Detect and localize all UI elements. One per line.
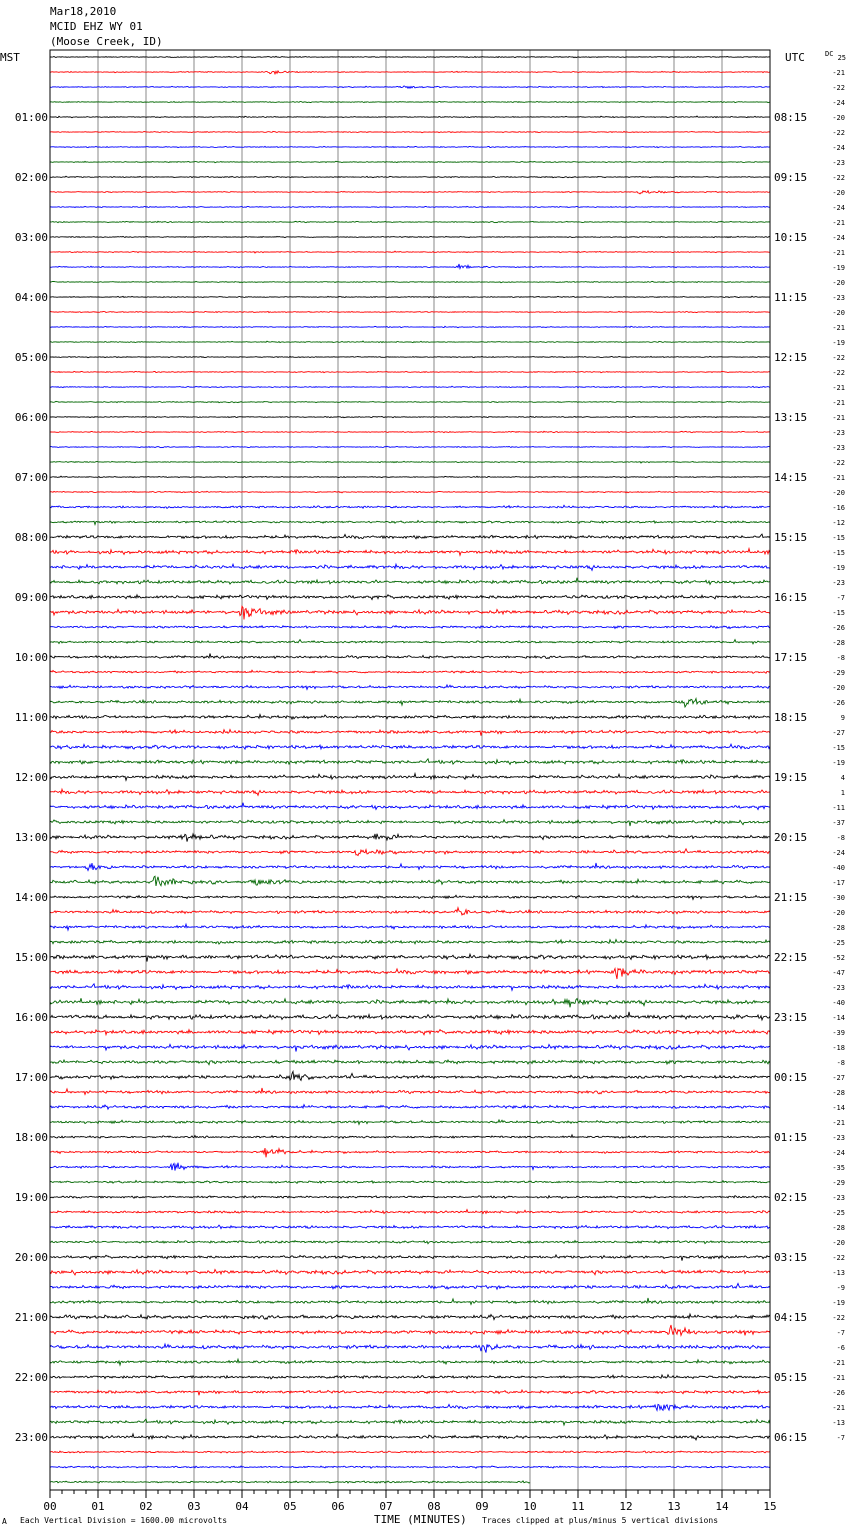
right-time-zone: UTC — [785, 51, 805, 64]
dc-offset-label: -21 — [832, 399, 845, 407]
left-hour-label: 22:00 — [14, 1371, 48, 1384]
dc-offset-label: -28 — [832, 1224, 845, 1232]
left-hour-label: 08:00 — [14, 531, 48, 544]
dc-offset-label: -19 — [832, 264, 845, 272]
x-tick-label: 11 — [571, 1500, 585, 1513]
trace-line — [50, 71, 770, 74]
trace-line — [50, 416, 770, 417]
right-hour-label: 04:15 — [774, 1311, 808, 1324]
dc-offset-label: -23 — [832, 159, 845, 167]
dc-offset-label: -24 — [832, 849, 845, 857]
dc-offset-label: 25 — [837, 54, 846, 62]
right-hour-label: 03:15 — [774, 1251, 808, 1264]
dc-offset-label: -7 — [836, 1434, 845, 1442]
trace-line — [50, 176, 770, 178]
x-axis-ticks — [43, 1490, 776, 1513]
right-hour-label: 20:15 — [774, 831, 808, 844]
trace-line — [50, 356, 770, 357]
trace-line — [50, 940, 770, 945]
x-tick-label: 07 — [379, 1500, 393, 1513]
dc-offset-label: -22 — [832, 1254, 845, 1262]
trace-line — [50, 1044, 770, 1051]
dc-offset-label: -13 — [832, 1269, 845, 1277]
trace-line — [50, 564, 770, 570]
trace-line — [50, 1210, 770, 1214]
x-tick-label: 03 — [187, 1500, 201, 1513]
x-tick-label: 00 — [43, 1500, 57, 1513]
trace-line — [50, 221, 770, 222]
left-hour-label: 20:00 — [14, 1251, 48, 1264]
dc-offset-label: -22 — [832, 84, 845, 92]
x-tick-label: 02 — [139, 1500, 153, 1513]
trace-line — [50, 446, 770, 447]
dc-offset-label: -21 — [832, 414, 845, 422]
trace-line — [50, 1283, 770, 1289]
trace-line — [50, 670, 770, 673]
right-hour-label: 10:15 — [774, 231, 808, 244]
trace-line — [50, 626, 770, 629]
right-hour-label: 18:15 — [774, 711, 808, 724]
x-tick-label: 14 — [715, 1500, 729, 1513]
trace-line — [50, 1434, 770, 1440]
x-tick-label: 06 — [331, 1500, 345, 1513]
right-hour-label: 16:15 — [774, 591, 808, 604]
left-hour-labels — [15, 111, 48, 1444]
right-hour-label: 23:15 — [774, 1011, 808, 1024]
dc-offset-label: -24 — [832, 99, 845, 107]
grid-lines — [98, 50, 722, 1490]
trace-line — [50, 1375, 770, 1379]
right-hour-label: 15:15 — [774, 531, 808, 544]
trace-line — [50, 1451, 770, 1453]
x-tick-label: 13 — [667, 1500, 681, 1513]
trace-line — [50, 654, 770, 659]
trace-line — [50, 1359, 770, 1365]
trace-line — [50, 326, 770, 327]
dc-offset-label: -28 — [832, 1089, 845, 1097]
dc-offset-label: -14 — [832, 1104, 845, 1112]
dc-offset-label: -18 — [832, 1044, 845, 1052]
dc-offset-label: -26 — [832, 699, 845, 707]
trace-line — [50, 1012, 770, 1020]
trace-line — [50, 236, 770, 237]
trace-line — [50, 1088, 770, 1094]
dc-offset-label: -19 — [832, 564, 845, 572]
trace-line — [50, 1196, 770, 1199]
x-tick-label: 08 — [427, 1500, 441, 1513]
footer-mark: A — [2, 1517, 7, 1526]
trace-line — [50, 1390, 770, 1395]
dc-offset-label: -15 — [832, 534, 845, 542]
left-hour-label: 21:00 — [14, 1311, 48, 1324]
left-hour-label: 16:00 — [14, 1011, 48, 1024]
dc-offset-label: -39 — [832, 1029, 845, 1037]
dc-offset-label: -20 — [832, 489, 845, 497]
right-hour-label: 09:15 — [774, 171, 808, 184]
left-hour-label: 14:00 — [14, 891, 48, 904]
dc-offset-label: -28 — [832, 924, 845, 932]
dc-offset-label: -15 — [832, 609, 845, 617]
dc-offset-label: -20 — [832, 114, 845, 122]
dc-offset-label: -7 — [836, 1329, 845, 1337]
dc-offset-label: -15 — [832, 744, 845, 752]
dc-offset-label: -20 — [832, 189, 845, 197]
dc-offset-label: -20 — [832, 1239, 845, 1247]
trace-line — [50, 685, 770, 690]
chart-date: Mar18,2010 — [50, 5, 117, 18]
trace-line — [50, 341, 770, 343]
trace-line — [50, 86, 770, 88]
trace-line — [50, 401, 770, 402]
left-hour-label: 19:00 — [14, 1191, 48, 1204]
dc-offset-label: -23 — [832, 1194, 845, 1202]
left-hour-label: 15:00 — [14, 951, 48, 964]
dc-offset-label: -21 — [832, 249, 845, 257]
left-hour-label: 05:00 — [14, 351, 48, 364]
left-hour-label: 09:00 — [14, 591, 48, 604]
trace-line — [50, 759, 770, 765]
right-hour-label: 06:15 — [774, 1431, 808, 1444]
trace-line — [50, 371, 770, 372]
dc-offset-label: -23 — [832, 429, 845, 437]
trace-line — [50, 1030, 770, 1035]
dc-offset-label: -20 — [832, 909, 845, 917]
trace-line — [50, 1120, 770, 1125]
dc-offset-label: -22 — [832, 354, 845, 362]
x-tick-label: 04 — [235, 1500, 249, 1513]
trace-line — [50, 251, 770, 253]
dc-offset-label: -47 — [832, 969, 845, 977]
x-tick-label: 09 — [475, 1500, 489, 1513]
trace-line — [50, 834, 770, 842]
seismic-traces — [50, 56, 770, 1483]
dc-offset-label: -17 — [832, 879, 845, 887]
trace-line — [50, 146, 770, 147]
dc-offset-label: -12 — [832, 519, 845, 527]
trace-line — [50, 491, 770, 493]
right-hour-label: 14:15 — [774, 471, 808, 484]
dc-offset-label: -21 — [832, 1404, 845, 1412]
dc-offset-label: -37 — [832, 819, 845, 827]
dc-offset-label: -23 — [832, 444, 845, 452]
dc-offset-label: -26 — [832, 624, 845, 632]
clip-note: Traces clipped at plus/minus 5 vertical divisions — [482, 1516, 719, 1525]
trace-line — [50, 1060, 770, 1065]
trace-line — [50, 789, 770, 795]
dc-offset-label: -21 — [832, 1374, 845, 1382]
dc-offset-label: 9 — [840, 714, 845, 722]
left-hour-label: 10:00 — [14, 651, 48, 664]
dc-offset-label: -24 — [832, 1149, 845, 1157]
trace-line — [50, 578, 770, 585]
trace-line — [50, 281, 770, 282]
trace-line — [50, 1181, 770, 1184]
trace-line — [50, 954, 770, 961]
trace-line — [50, 505, 770, 508]
trace-line — [50, 849, 770, 856]
trace-line — [50, 56, 770, 57]
left-hour-label: 17:00 — [14, 1071, 48, 1084]
dc-offset-label: -25 — [832, 1209, 845, 1217]
dc-offset-label: -6 — [836, 1344, 845, 1352]
trace-line — [50, 1404, 770, 1410]
dc-offset-label: -22 — [832, 174, 845, 182]
trace-line — [50, 1270, 770, 1275]
dc-offset-label: -23 — [832, 984, 845, 992]
right-hour-label: 21:15 — [774, 891, 808, 904]
dc-offset-label: -52 — [832, 954, 845, 962]
x-tick-label: 12 — [619, 1500, 633, 1513]
plot-frame — [50, 50, 770, 1490]
scale-note: Each Vertical Division = 1600.00 microvolts — [20, 1516, 228, 1525]
dc-offset-label: -29 — [832, 669, 845, 677]
chart-location: (Moose Creek, ID) — [50, 35, 163, 48]
dc-offset-label: -24 — [832, 144, 845, 152]
left-time-zone: MST — [0, 51, 20, 64]
left-hour-label: 13:00 — [14, 831, 48, 844]
dc-offset-label: -21 — [832, 324, 845, 332]
dc-offset-label: -24 — [832, 204, 845, 212]
dc-offset-label: -40 — [832, 999, 845, 1007]
dc-offset-label: -19 — [832, 1299, 845, 1307]
trace-line — [50, 1344, 770, 1353]
trace-line — [50, 908, 770, 915]
right-hour-label: 13:15 — [774, 411, 808, 424]
trace-line — [50, 895, 770, 899]
left-hour-label: 02:00 — [14, 171, 48, 184]
left-hour-label: 03:00 — [14, 231, 48, 244]
trace-line — [50, 461, 770, 463]
trace-line — [50, 820, 770, 826]
right-hour-label: 22:15 — [774, 951, 808, 964]
dc-offset-header: DC — [825, 50, 834, 58]
dc-offset-labels — [832, 54, 846, 1442]
trace-line — [50, 640, 770, 644]
trace-line — [50, 116, 770, 118]
trace-line — [50, 595, 770, 600]
trace-line — [50, 1298, 770, 1304]
trace-line — [50, 968, 770, 979]
trace-line — [50, 998, 770, 1007]
dc-offset-label: -29 — [832, 1179, 845, 1187]
trace-line — [50, 774, 770, 781]
right-hour-label: 11:15 — [774, 291, 808, 304]
trace-line — [50, 521, 770, 525]
trace-line — [50, 264, 770, 269]
trace-line — [50, 606, 770, 619]
dc-offset-label: -25 — [832, 939, 845, 947]
dc-offset-label: -19 — [832, 339, 845, 347]
left-hour-label: 04:00 — [14, 291, 48, 304]
dc-offset-label: -22 — [832, 459, 845, 467]
trace-line — [50, 924, 770, 930]
dc-offset-label: -23 — [832, 579, 845, 587]
right-hour-label: 00:15 — [774, 1071, 808, 1084]
right-hour-label: 12:15 — [774, 351, 808, 364]
left-hour-label: 12:00 — [14, 771, 48, 784]
trace-line — [50, 1314, 770, 1320]
trace-line — [50, 984, 770, 991]
x-tick-label: 15 — [763, 1500, 777, 1513]
trace-line — [50, 1419, 770, 1425]
trace-line — [50, 476, 770, 478]
trace-line — [50, 161, 770, 162]
dc-offset-label: -40 — [832, 864, 845, 872]
dc-offset-label: -8 — [836, 834, 845, 842]
right-hour-label: 17:15 — [774, 651, 808, 664]
trace-line — [50, 534, 770, 539]
trace-line — [50, 1105, 770, 1110]
right-hour-label: 05:15 — [774, 1371, 808, 1384]
dc-offset-label: -8 — [836, 1059, 845, 1067]
trace-line — [50, 131, 770, 132]
trace-line — [50, 311, 770, 312]
right-hour-label: 19:15 — [774, 771, 808, 784]
trace-line — [50, 1466, 770, 1468]
trace-line — [50, 1148, 770, 1157]
trace-line — [50, 191, 770, 194]
left-hour-label: 23:00 — [14, 1431, 48, 1444]
dc-offset-label: -11 — [832, 804, 845, 812]
left-hour-label: 01:00 — [14, 111, 48, 124]
dc-offset-label: -24 — [832, 234, 845, 242]
dc-offset-label: -14 — [832, 1014, 845, 1022]
dc-offset-label: -7 — [836, 594, 845, 602]
trace-line — [50, 715, 770, 720]
right-hour-label: 02:15 — [774, 1191, 808, 1204]
trace-line — [50, 431, 770, 432]
left-hour-label: 07:00 — [14, 471, 48, 484]
dc-offset-label: -27 — [832, 1074, 845, 1082]
dc-offset-label: -8 — [836, 654, 845, 662]
dc-offset-label: -26 — [832, 1389, 845, 1397]
dc-offset-label: -21 — [832, 1119, 845, 1127]
trace-line — [50, 101, 770, 102]
dc-offset-label: -20 — [832, 279, 845, 287]
dc-offset-label: -13 — [832, 1419, 845, 1427]
trace-line — [50, 386, 770, 387]
x-axis-title: TIME (MINUTES) — [374, 1513, 467, 1526]
dc-offset-label: -20 — [832, 684, 845, 692]
dc-offset-label: -27 — [832, 729, 845, 737]
trace-line — [50, 206, 770, 207]
dc-offset-label: -22 — [832, 369, 845, 377]
left-hour-label: 11:00 — [14, 711, 48, 724]
right-hour-label: 01:15 — [774, 1131, 808, 1144]
trace-line — [50, 863, 770, 871]
x-tick-label: 10 — [523, 1500, 537, 1513]
dc-offset-label: -22 — [832, 1314, 845, 1322]
trace-line — [50, 1072, 770, 1081]
dc-offset-label: -9 — [836, 1284, 845, 1292]
trace-line — [50, 1135, 770, 1138]
dc-offset-label: -30 — [832, 894, 845, 902]
trace-line — [50, 1163, 770, 1171]
trace-line — [50, 803, 770, 810]
chart-station: MCID EHZ WY 01 — [50, 20, 143, 33]
right-hour-labels — [774, 111, 807, 1444]
dc-offset-label: -23 — [832, 1134, 845, 1142]
trace-line — [50, 699, 770, 707]
x-tick-label: 05 — [283, 1500, 297, 1513]
trace-line — [50, 549, 770, 556]
trace-line — [50, 1255, 770, 1261]
dc-offset-label: -21 — [832, 384, 845, 392]
left-hour-label: 06:00 — [14, 411, 48, 424]
trace-line — [50, 1225, 770, 1229]
trace-line — [50, 876, 770, 886]
trace-line — [50, 744, 770, 749]
dc-offset-label: -21 — [832, 219, 845, 227]
x-tick-label: 01 — [91, 1500, 105, 1513]
dc-offset-label: -22 — [832, 129, 845, 137]
dc-offset-label: -28 — [832, 639, 845, 647]
trace-line — [50, 1325, 770, 1335]
dc-offset-label: 4 — [840, 774, 845, 782]
right-hour-label: 08:15 — [774, 111, 808, 124]
dc-offset-label: -23 — [832, 294, 845, 302]
dc-offset-label: -21 — [832, 1359, 845, 1367]
dc-offset-label: -35 — [832, 1164, 845, 1172]
dc-offset-label: -21 — [832, 69, 845, 77]
dc-offset-label: 1 — [840, 789, 845, 797]
trace-line — [50, 730, 770, 736]
trace-line — [50, 296, 770, 297]
trace-line — [50, 1241, 770, 1244]
dc-offset-label: -21 — [832, 474, 845, 482]
dc-offset-label: -16 — [832, 504, 845, 512]
dc-offset-label: -15 — [832, 549, 845, 557]
dc-offset-label: -19 — [832, 759, 845, 767]
left-hour-label: 18:00 — [14, 1131, 48, 1144]
dc-offset-label: -20 — [832, 309, 845, 317]
